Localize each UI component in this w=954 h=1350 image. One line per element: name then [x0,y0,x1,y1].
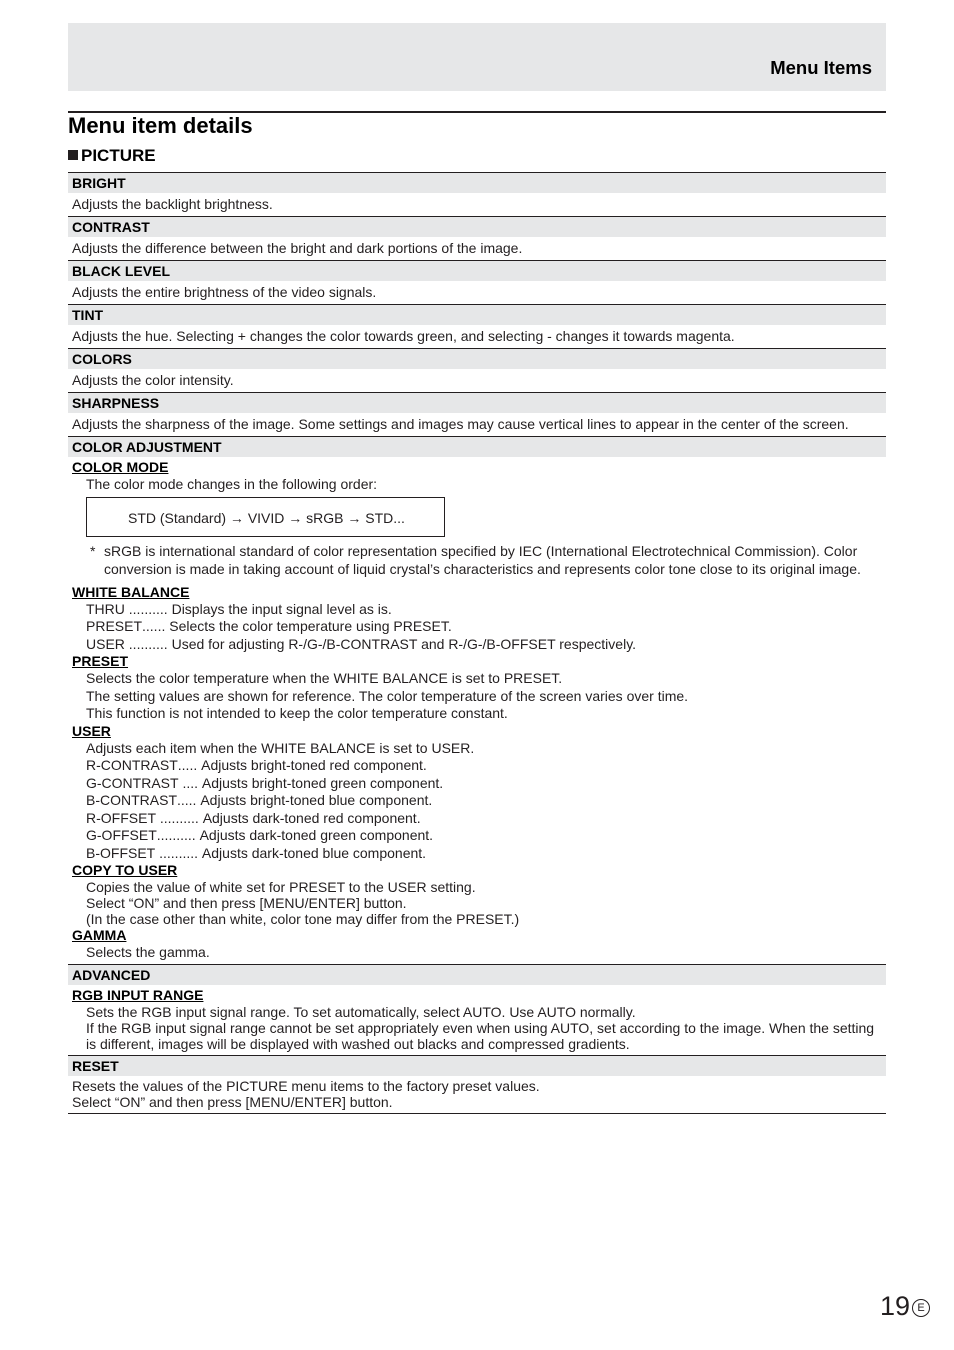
row-text: Adjusts bright-toned green component. [201,774,444,791]
row-dots: .......... [156,827,200,843]
reset-line: Select “ON” and then press [MENU/ENTER] button. [72,1093,393,1110]
item-advanced-label: ADVANCED [68,964,886,985]
user-row [68,792,886,810]
row-dots: ..... [177,792,201,808]
rgb-input-range-heading: RGB INPUT RANGE [72,986,204,1003]
page-title: Menu item details [68,113,253,138]
item-sharpness-desc: Adjusts the sharpness of the image. Some settings and images may cause vertical lines to appear in the center of the screen. [72,416,849,432]
row-dots: .... [178,774,202,791]
item-colors-desc: Adjusts the color intensity. [72,372,234,388]
row-dots: ..... [177,757,202,773]
item-black-level-label: BLACK LEVEL [68,260,886,281]
user-row [68,757,886,775]
item-tint-desc: Adjusts the hue. Selecting + changes the color towards green, and selecting - changes it towards magenta. [72,328,735,344]
row-dots: .......... [156,809,203,826]
srgb-note-text: sRGB is international standard of color representation specified by IEC (International Electrotechnical Commission). Color conversion is made in taking account of liquid crystal’s characteristics and represents color tone close to its original image. [104,542,861,577]
row-key: PRESET [86,618,143,634]
item-reset-desc [68,1076,886,1113]
white-balance-row [68,601,886,619]
item-sharpness-label: SHARPNESS [68,392,886,413]
preset-line: The setting values are shown for reference. The color temperature of the screen varies over time. [86,687,689,704]
item-reset-label: RESET [68,1055,886,1076]
item-bright-desc: Adjusts the backlight brightness. [72,196,273,212]
section-heading-label: PICTURE [81,146,156,165]
page-content [68,111,886,1114]
srgb-note [68,542,886,578]
user-row [68,810,886,828]
row-text: Selects the color temperature using PRESET. [169,618,452,634]
user-row [68,845,886,863]
row-key: R-OFFSET [86,809,156,826]
row-key: B-OFFSET [86,844,156,861]
section-heading [68,146,886,166]
item-color-adjustment-label: COLOR ADJUSTMENT [68,436,886,457]
item-contrast-label: CONTRAST [68,216,886,237]
row-dots: .......... [124,600,172,617]
item-bright-label: BRIGHT [68,172,886,193]
row-text: Displays the input signal level as is. [171,600,392,617]
preset-line: This function is not intended to keep the color temperature constant. [86,705,508,721]
row-dots: .......... [124,635,172,652]
gamma-desc: Selects the gamma. [86,944,210,960]
row-key: B-CONTRAST [86,792,177,808]
square-bullet-icon [68,150,78,160]
row-text: Adjusts bright-toned red component. [201,757,427,773]
preset-line: Selects the color temperature when the WHITE BALANCE is set to PRESET. [86,670,563,686]
row-dots: .......... [155,844,202,861]
item-black-level-desc: Adjusts the entire brightness of the video signals. [72,284,377,300]
user-row [68,827,886,845]
row-dots: ...... [142,618,170,634]
item-colors-label: COLORS [68,348,886,369]
color-mode-heading: COLOR MODE [72,459,169,475]
language-mark-icon: E [912,1299,930,1317]
rgb-input-range-line: Sets the RGB input signal range. To set automatically, select AUTO. Use AUTO normally. [86,1003,636,1020]
white-balance-row [68,618,886,636]
white-balance-heading: WHITE BALANCE [72,583,190,600]
color-mode-order-box: STD (Standard) → VIVID → sRGB → STD... [86,497,445,537]
user-intro: Adjusts each item when the WHITE BALANCE is set to USER. [86,739,475,756]
row-text: Adjusts dark-toned green component. [199,827,434,843]
color-mode-intro: The color mode changes in the following order: [86,476,378,492]
page-number: 19 [880,1291,911,1321]
rgb-input-range-line: If the RGB input signal range cannot be set appropriately even when using AUTO, set according to the image. When the setting is different, images will be displayed with washed out blacks and compressed gradients. [86,1019,875,1052]
row-key: THRU [86,600,125,617]
header-band [68,23,886,91]
row-key: G-CONTRAST [86,774,179,791]
row-text: Used for adjusting R-/G-/B-CONTRAST and R-/G-/B-OFFSET respectively. [171,635,637,652]
reset-line: Resets the values of the PICTURE menu items to the factory preset values. [72,1077,540,1094]
white-balance-row [68,636,886,654]
gamma-heading: GAMMA [72,927,127,943]
copy-to-user-line: (In the case other than white, color tone may differ from the PRESET.) [86,911,520,927]
row-key: G-OFFSET [86,827,157,843]
row-text: Adjusts dark-toned red component. [202,809,421,826]
row-text: Adjusts dark-toned blue component. [201,844,427,861]
copy-to-user-heading: COPY TO USER [72,862,178,878]
user-row [68,775,886,793]
user-heading: USER [72,722,111,739]
preset-heading: PRESET [72,653,129,669]
item-tint-label: TINT [68,304,886,325]
item-contrast-desc: Adjusts the difference between the bright and dark portions of the image. [72,240,523,256]
row-key: USER [86,635,125,652]
header-title: Menu Items [770,57,872,78]
row-text: Adjusts bright-toned blue component. [200,792,433,808]
note-asterisk: * [90,542,96,559]
copy-to-user-line: Copies the value of white set for PRESET to the USER setting. [86,879,476,895]
row-key: R-CONTRAST [86,757,178,773]
bottom-rule [68,1113,886,1114]
copy-to-user-line: Select “ON” and then press [MENU/ENTER] button. [86,895,407,911]
